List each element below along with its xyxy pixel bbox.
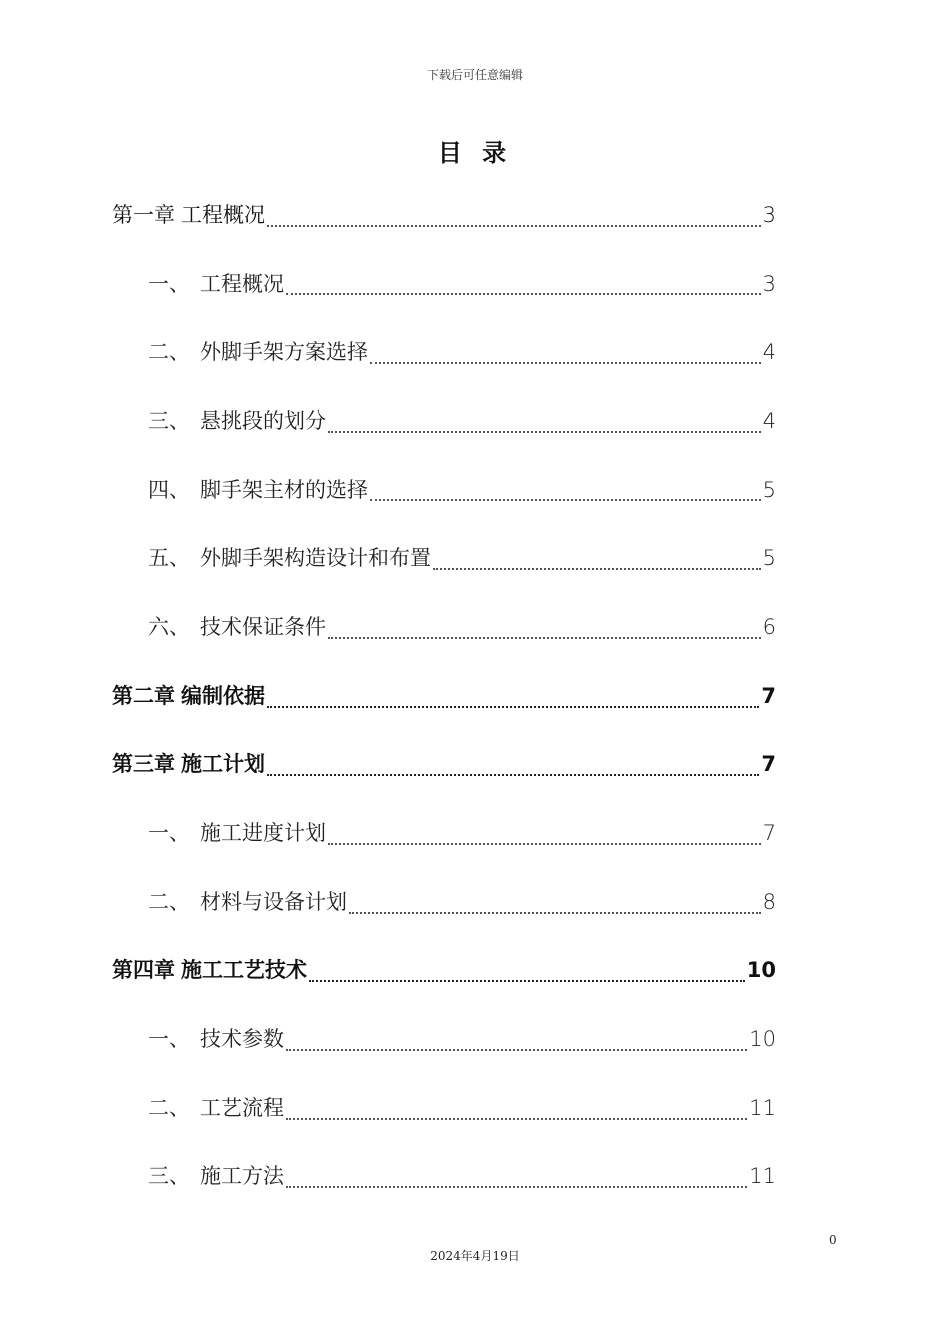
toc-entry-label: 材料与设备计划: [200, 889, 347, 914]
toc-dot-leader: [433, 568, 761, 570]
toc-entry-page: 6: [762, 614, 776, 639]
toc-chapter-entry[interactable]: [112, 181, 776, 250]
toc-entry-number: 一、: [148, 1027, 190, 1052]
toc-entry-number: 第四章: [112, 958, 175, 983]
toc-entry-label: 编制依据: [181, 683, 265, 708]
toc-section-entry[interactable]: [112, 387, 776, 456]
toc-entry-label: 施工工艺技术: [181, 958, 307, 983]
toc-section-entry[interactable]: [112, 456, 776, 525]
toc-entry-label: 施工计划: [181, 752, 265, 777]
toc-entry-number: 第三章: [112, 752, 175, 777]
toc-entry-number: 三、: [148, 1164, 190, 1189]
toc-dot-leader: [286, 1186, 747, 1188]
toc-entry-number: 第一章: [112, 202, 175, 227]
toc-entry-number: 一、: [148, 271, 190, 296]
toc-entry-page: 11: [749, 1164, 776, 1189]
toc-section-entry[interactable]: [112, 868, 776, 937]
toc-chapter-entry[interactable]: [112, 731, 776, 800]
toc-entry-page: 5: [762, 477, 776, 502]
toc-entry-page: 7: [761, 683, 776, 708]
toc-entry-page: 7: [762, 821, 776, 846]
toc-entry-number: 二、: [148, 889, 190, 914]
table-of-contents: [112, 181, 776, 1211]
toc-entry-label: 脚手架主材的选择: [200, 477, 368, 502]
toc-dot-leader: [267, 225, 761, 227]
toc-entry-page: 10: [746, 958, 776, 983]
toc-entry-label: 施工方法: [200, 1164, 284, 1189]
toc-section-entry[interactable]: [112, 250, 776, 319]
toc-dot-leader: [328, 431, 761, 433]
toc-entry-label: 工程概况: [200, 271, 284, 296]
toc-entry-label: 工艺流程: [200, 1095, 284, 1120]
toc-dot-leader: [328, 637, 761, 639]
toc-entry-page: 7: [761, 752, 776, 777]
toc-entry-label: 施工进度计划: [200, 821, 326, 846]
toc-entry-number: 二、: [148, 1095, 190, 1120]
toc-section-entry[interactable]: [112, 524, 776, 593]
toc-dot-leader: [286, 293, 761, 295]
toc-entry-label: 悬挑段的划分: [200, 408, 326, 433]
toc-entry-label: 外脚手架构造设计和布置: [200, 546, 431, 571]
toc-entry-page: 10: [749, 1027, 776, 1052]
toc-dot-leader: [370, 362, 761, 364]
toc-entry-page: 5: [762, 546, 776, 571]
toc-entry-label: 技术参数: [200, 1027, 284, 1052]
toc-dot-leader: [267, 706, 759, 708]
toc-section-entry[interactable]: [112, 1074, 776, 1143]
toc-entry-page: 11: [749, 1095, 776, 1120]
header-note: 下载后可任意编辑: [426, 68, 523, 82]
toc-entry-label: 工程概况: [181, 202, 265, 227]
toc-chapter-entry[interactable]: [112, 937, 776, 1006]
toc-entry-number: 四、: [148, 477, 190, 502]
toc-entry-label: 外脚手架方案选择: [200, 340, 368, 365]
toc-dot-leader: [349, 912, 761, 914]
toc-entry-page: 3: [762, 271, 776, 296]
page-number: 0: [829, 1233, 837, 1247]
toc-dot-leader: [309, 980, 745, 982]
toc-entry-number: 第二章: [112, 683, 175, 708]
toc-entry-page: 8: [762, 889, 776, 914]
toc-dot-leader: [286, 1049, 747, 1051]
toc-section-entry[interactable]: [112, 799, 776, 868]
toc-section-entry[interactable]: [112, 1143, 776, 1212]
toc-section-entry[interactable]: [112, 593, 776, 662]
toc-entry-number: 一、: [148, 821, 190, 846]
toc-dot-leader: [328, 843, 761, 845]
toc-entry-number: 三、: [148, 408, 190, 433]
toc-dot-leader: [370, 499, 761, 501]
toc-dot-leader: [286, 1118, 747, 1120]
toc-dot-leader: [267, 774, 759, 776]
toc-entry-number: 五、: [148, 546, 190, 571]
toc-entry-number: 二、: [148, 340, 190, 365]
toc-chapter-entry[interactable]: [112, 662, 776, 731]
toc-title: 目 录: [437, 139, 513, 167]
toc-entry-page: 4: [762, 408, 776, 433]
toc-entry-page: 3: [762, 202, 776, 227]
footer-date: 2024年4月19日: [430, 1249, 520, 1263]
toc-entry-page: 4: [762, 340, 776, 365]
toc-section-entry[interactable]: [112, 318, 776, 387]
toc-section-entry[interactable]: [112, 1005, 776, 1074]
toc-entry-number: 六、: [148, 614, 190, 639]
toc-entry-label: 技术保证条件: [200, 614, 326, 639]
